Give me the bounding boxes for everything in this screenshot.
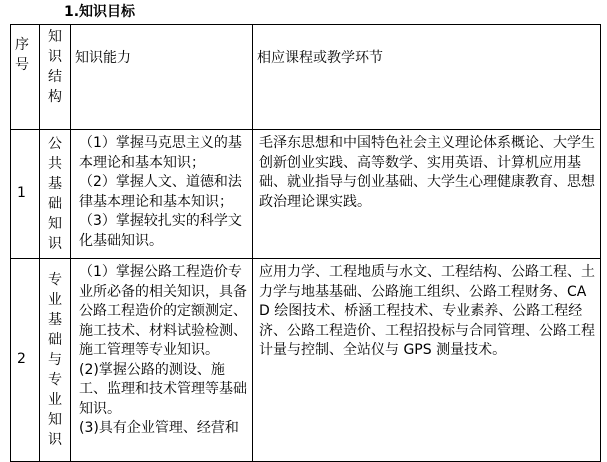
row-struct-cell [40, 259, 71, 462]
section-heading: 1.知识目标 [64, 4, 136, 20]
row-struct-cell [40, 130, 71, 259]
table-row [11, 259, 601, 462]
table-row [11, 130, 601, 259]
row-struct-label: 专 业 基 础 与 专 业 知 识 [48, 272, 62, 448]
ability-item: （3）掌握较扎实的科学文化基础知识。 [79, 213, 242, 249]
header-num-cell [11, 25, 40, 130]
row-ability-cell [71, 259, 253, 462]
table-header-row [11, 25, 601, 130]
knowledge-goals-table [10, 24, 601, 462]
ability-item: （1）掌握马克思主义的基本理论和基本知识； [79, 135, 242, 171]
header-ability-cell: 知识能力 [71, 25, 253, 130]
header-struct-cell [40, 25, 71, 130]
ability-item: （1）掌握公路工程造价专业所必备的相关知识，具备公路工程造价的定额测定、施工技术、材料试验检测、施工管理等专业知识。 [79, 264, 247, 358]
header-course-cell: 相应课程或教学环节 [253, 25, 601, 130]
ability-item: (2)掌握公路的测设、施工、监理和技术管理等基础知识。 [79, 361, 247, 417]
row-num-cell: 2 [11, 259, 40, 462]
row-ability-cell [71, 130, 253, 259]
header-struct-label: 知 识 结 构 [48, 29, 62, 105]
header-num-label: 序 号 [15, 37, 29, 73]
ability-item: (3)具有企业管理、经营和 [79, 420, 239, 436]
row-course-cell: 应用力学、工程地质与水文、工程结构、公路工程、土力学与地基基础、公路施工组织、公路工程财务、CAD 绘图技术、桥涵工程技术、专业素养、公路工程经济、公路工程造价、工程招投标与合同管理、公路工程计量与控制、全站仪与 GPS 测量技术。 [253, 259, 601, 462]
row-struct-label: 公 共 基 础 知 识 [48, 136, 62, 252]
row-course-cell: 毛泽东思想和中国特色社会主义理论体系概论、大学生创新创业实践、高等数学、实用英语、计算机应用基础、就业指导与创业基础、大学生心理健康教育、思想政治理论课实践。 [253, 130, 601, 259]
row-num-cell: 1 [11, 130, 40, 259]
ability-item: （2）掌握人文、道德和法律基本理论和基本知识； [79, 174, 242, 210]
